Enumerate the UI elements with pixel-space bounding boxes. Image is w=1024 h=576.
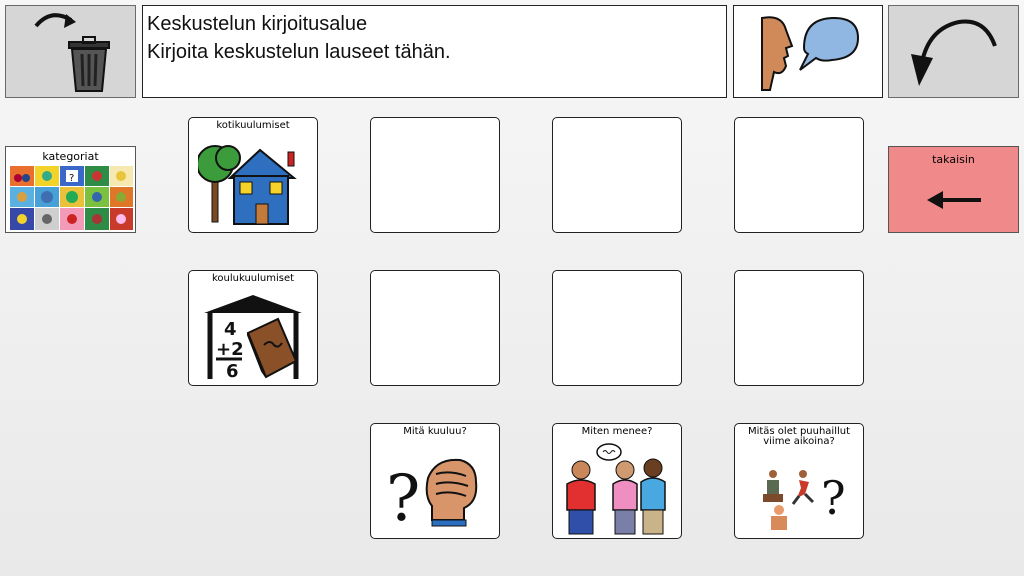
writing-area-hint: Kirjoita keskustelun lauseet tähän.: [147, 41, 451, 63]
categories-grid-icon: [10, 166, 133, 230]
svg-text:6: 6: [226, 361, 239, 381]
svg-text:+2: +2: [216, 339, 244, 360]
svg-text:?: ?: [386, 462, 421, 534]
undo-arrow-icon: [889, 6, 1020, 99]
tile-whats-up[interactable]: [370, 423, 500, 539]
trash-icon: [6, 6, 137, 99]
tile-how-going[interactable]: [552, 423, 682, 539]
undo-button[interactable]: [888, 5, 1019, 98]
tile-what-doing[interactable]: [734, 423, 864, 539]
svg-text:4: 4: [224, 319, 237, 340]
categories-folder-button[interactable]: [5, 146, 136, 233]
back-button[interactable]: [888, 146, 1019, 233]
speaking-head-icon: [734, 6, 884, 99]
empty-tile-3[interactable]: [734, 117, 864, 233]
svg-text:?: ?: [821, 471, 846, 525]
empty-tile-6[interactable]: [734, 270, 864, 386]
clear-button[interactable]: [5, 5, 136, 98]
message-writing-area[interactable]: [142, 5, 727, 98]
people-talking-icon: [557, 440, 677, 536]
tile-how-going-label: Miten menee?: [581, 426, 653, 437]
writing-area-title: Keskustelun kirjoitusalue: [147, 13, 368, 35]
left-arrow-icon: [925, 188, 985, 212]
activities-question-icon: [745, 454, 855, 534]
svg-text:?: ?: [69, 173, 75, 184]
categories-label: kategoriat: [42, 150, 99, 163]
tile-home-news-label: kotikuulumiset: [216, 120, 290, 131]
tile-home-news[interactable]: [188, 117, 318, 233]
tile-school-news-label: koulukuulumiset: [211, 273, 295, 284]
question-fist-icon: [380, 442, 490, 534]
empty-tile-2[interactable]: [552, 117, 682, 233]
back-label: takaisin: [932, 153, 975, 166]
school-math-book-icon: [198, 289, 308, 381]
empty-tile-5[interactable]: [552, 270, 682, 386]
speak-button[interactable]: [733, 5, 883, 98]
tile-what-doing-label: Mitäs olet puuhaillut viime aikoina?: [747, 426, 851, 447]
tile-school-news[interactable]: [188, 270, 318, 386]
empty-tile-4[interactable]: [370, 270, 500, 386]
tile-whats-up-label: Mitä kuuluu?: [403, 426, 467, 437]
house-tree-icon: [198, 136, 308, 228]
empty-tile-1[interactable]: [370, 117, 500, 233]
